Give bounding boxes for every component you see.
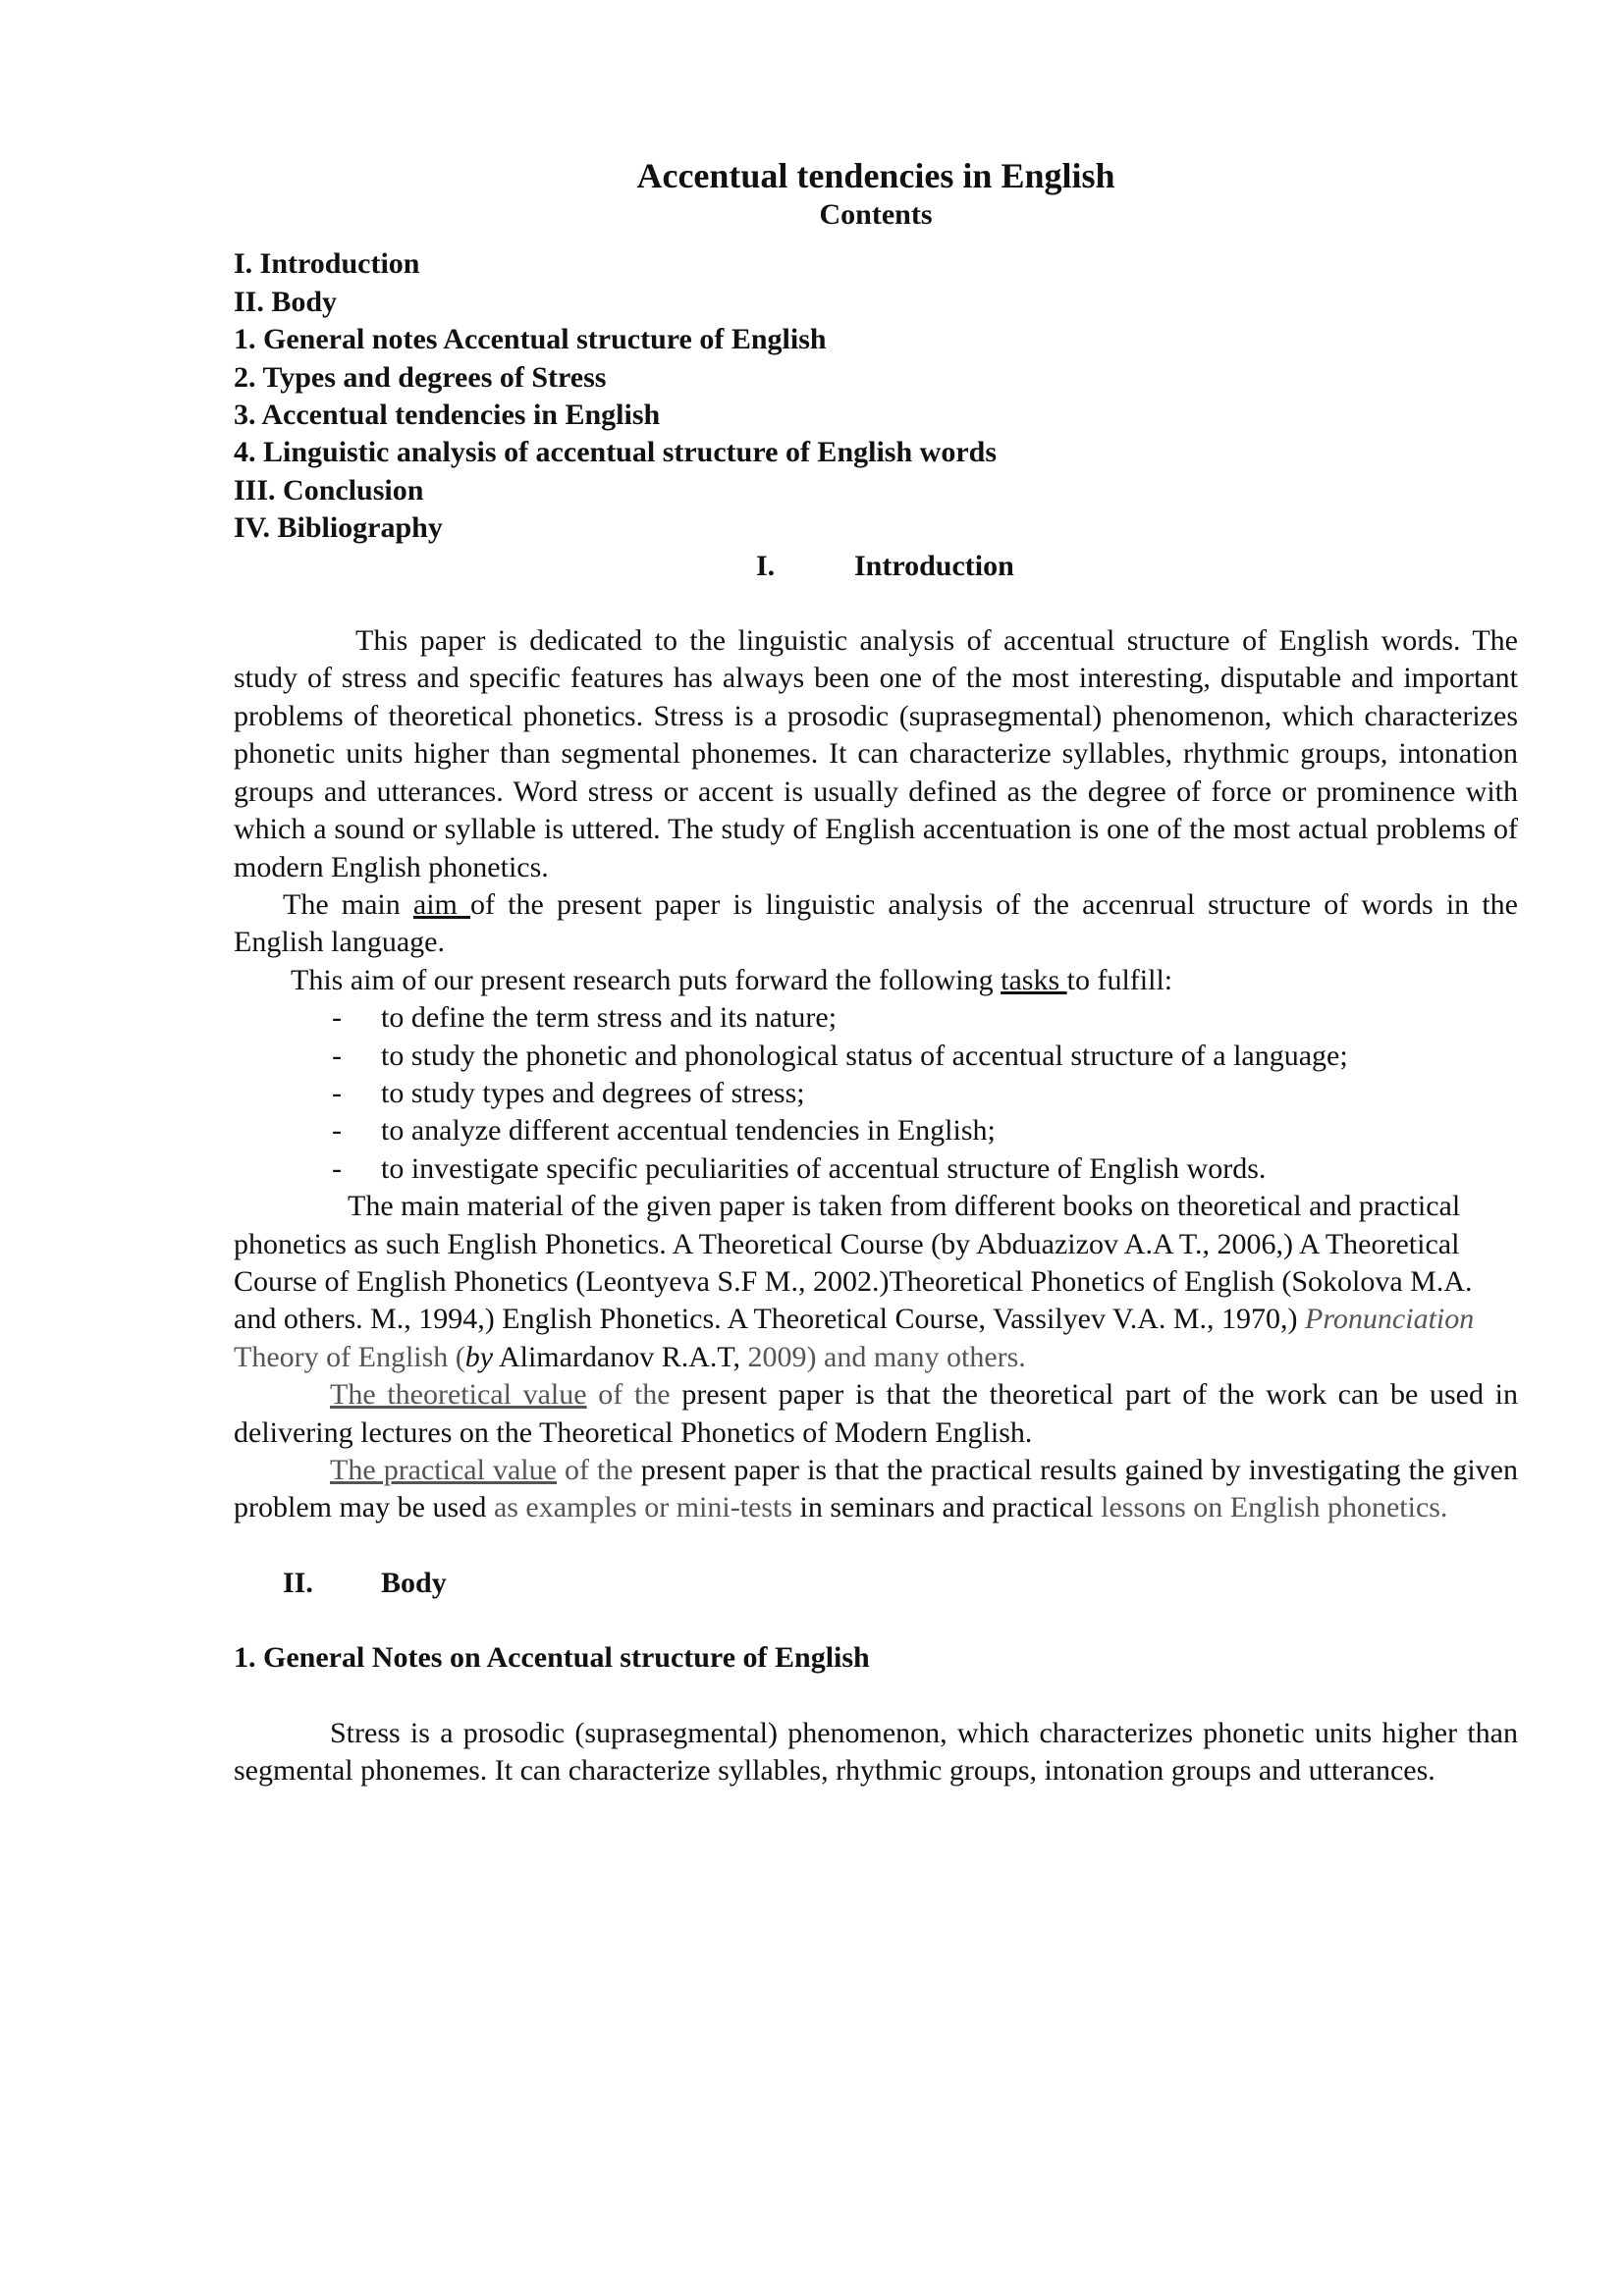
contents-heading: Contents bbox=[819, 198, 933, 231]
list-marker: - bbox=[332, 1114, 342, 1148]
list-marker: - bbox=[332, 1076, 342, 1109]
task-list bbox=[234, 999, 1518, 1188]
intro-paragraph-1: This paper is dedicated to the linguistic analysis of accentual structure of English words. The study of stress and specific features has always been one of the most interesting, disputable and important problems of theoretical phonetics. Stress is a prosodic (suprasegmental) phenomenon, which characterizes phonetic units higher than segmental phonemes. It can characterize syllables, rhythmic groups, intonation groups and utterances. Word stress or accent is usually defined as the degree of force or prominence with which a sound or syllable is uttered. The study of English accentuation is one of the most actual problems of modern English phonetics. bbox=[234, 624, 1518, 883]
aim-term: aim bbox=[412, 887, 471, 921]
table-of-contents bbox=[234, 245, 1518, 547]
section-number: II. bbox=[283, 1566, 313, 1599]
document-title: Accentual tendencies in English bbox=[636, 156, 1115, 195]
list-item: - to analyze different accentual tendencies in English; bbox=[332, 1112, 1518, 1149]
introduction-heading bbox=[234, 548, 1518, 585]
toc-item: 3. Accentual tendencies in English bbox=[234, 399, 661, 432]
list-marker: - bbox=[332, 1151, 342, 1185]
intro-paragraph-aim: The main aim of the present paper is linguistic analysis of the accenrual structure of words in the English language. bbox=[234, 887, 1518, 959]
intro-paragraph-theoretical-value: The theoretical value of the present paper is that the theoretical part of the work can be used in delivering lectures on the Theoretical Phonetics of Modern English. bbox=[234, 1378, 1519, 1449]
intro-paragraph-practical-value: The practical value of the present paper is that the practical results gained by investigating the given problem may be used as examples or mini-tests in seminars and practical lessons on English phonetics. bbox=[234, 1454, 1518, 1524]
list-item: - to study types and degrees of stress; bbox=[332, 1075, 1518, 1112]
toc-item: III. Conclusion bbox=[234, 473, 424, 507]
subsection-heading: 1. General Notes on Accentual structure of English bbox=[234, 1641, 870, 1675]
theoretical-value-term: The theoretical value bbox=[330, 1378, 587, 1412]
toc-item: IV. Bibliography bbox=[234, 511, 443, 545]
toc-item: 4. Linguistic analysis of accentual structure of English words bbox=[234, 436, 997, 469]
toc-item: 2. Types and degrees of Stress bbox=[234, 360, 607, 394]
section-number: I. bbox=[756, 549, 776, 582]
document-page bbox=[234, 147, 1518, 1789]
toc-item: I. Introduction bbox=[234, 247, 420, 281]
toc-item: 1. General notes Accentual structure of English bbox=[234, 323, 827, 356]
intro-paragraph-tasks: This aim of our present research puts forward the following tasks to fulfill: bbox=[291, 963, 1173, 996]
list-item: - to study the phonetic and phonological status of accentual structure of a language; bbox=[332, 1038, 1518, 1075]
practical-value-term: The practical value bbox=[330, 1454, 557, 1486]
list-item: - to investigate specific peculiarities of accentual structure of English words. bbox=[332, 1150, 1518, 1188]
body-paragraph-1: Stress is a prosodic (suprasegmental) phenomenon, which characterizes phonetic units higher than segmental phonemes. It can characterize syllables, rhythmic groups, intonation groups and utterances. bbox=[234, 1716, 1518, 1788]
tasks-term: tasks bbox=[1001, 963, 1067, 996]
list-marker: - bbox=[332, 1001, 342, 1035]
toc-item: II. Body bbox=[234, 285, 338, 318]
body-heading bbox=[234, 1565, 1518, 1602]
section-title: Introduction bbox=[854, 549, 1014, 582]
list-marker: - bbox=[332, 1039, 342, 1072]
section-title: Body bbox=[381, 1566, 447, 1599]
intro-paragraph-material: The main material of the given paper is taken from different books on theoretical and practical phonetics as such English Phonetics. A Theoretical Course (by Abduazizov A.A T., 2006,) A Theoretical Course of English Phonetics (Leontyeva S.F M., 2002.)Theoretical Phonetics of English (Sokolova M.A. and others. M., 1994,) English Phonetics. A Theoretical Course, Vassilyev V.A. M., 1970,) Pronunciation Theory of English (by Alimardanov R.A.T, 2009) and many others. bbox=[234, 1190, 1475, 1373]
list-item: - to define the term stress and its nature; bbox=[332, 999, 1518, 1037]
